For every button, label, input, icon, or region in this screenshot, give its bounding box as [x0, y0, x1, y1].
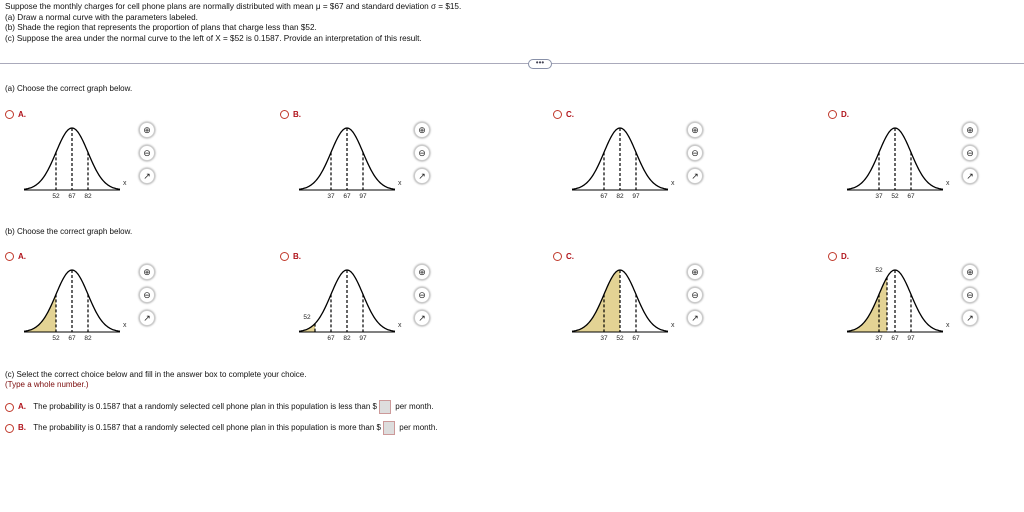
- zoom-out-icon[interactable]: ⊖: [962, 145, 978, 161]
- choice-label: B.: [18, 423, 26, 433]
- tick-label: 82: [343, 335, 351, 342]
- radio-button[interactable]: [5, 403, 14, 412]
- choice-suffix: per month.: [399, 423, 438, 433]
- part-c-prompt: (c) Select the correct choice below and fill in the answer box to complete your choice.: [5, 370, 307, 379]
- tick-label: 67: [327, 335, 335, 342]
- choice-suffix: per month.: [395, 402, 434, 412]
- tick-label: 82: [616, 193, 624, 200]
- tick-label: 37: [875, 335, 883, 342]
- marker-label: 52: [875, 267, 883, 275]
- option-label: D.: [841, 252, 849, 261]
- shaded-region: [24, 294, 56, 332]
- popout-icon[interactable]: ↗: [414, 168, 430, 184]
- zoom-in-icon[interactable]: ⊕: [962, 122, 978, 138]
- tick-label: 67: [68, 193, 76, 200]
- question-line: (b) Shade the region that represents the proportion of plans that charge less than $52.: [5, 23, 317, 32]
- option-label: D.: [841, 110, 849, 119]
- choice-a[interactable]: [5, 400, 434, 414]
- axis-label: x: [398, 180, 402, 187]
- choice-text: The probability is 0.1587 that a randomly selected cell phone plan in this population is less than $: [33, 402, 378, 412]
- option-label: A.: [18, 110, 26, 119]
- popout-icon[interactable]: ↗: [139, 168, 155, 184]
- tick-label: 52: [52, 335, 60, 342]
- zoom-in-icon[interactable]: ⊕: [687, 122, 703, 138]
- zoom-in-icon[interactable]: ⊕: [139, 122, 155, 138]
- zoom-in-icon[interactable]: ⊕: [414, 264, 430, 280]
- more-button[interactable]: •••: [528, 59, 552, 69]
- choice-text: The probability is 0.1587 that a randomly selected cell phone plan in this population is more than $: [33, 423, 382, 433]
- zoom-in-icon[interactable]: ⊕: [962, 264, 978, 280]
- choice-label: A.: [18, 402, 26, 412]
- tick-label: 82: [84, 335, 92, 342]
- axis-label: x: [123, 322, 127, 329]
- question-line: (c) Suppose the area under the normal curve to the left of X = $52 is 0.1587. Provide an interpretation of this result.: [5, 33, 422, 43]
- tick-label: 67: [891, 335, 899, 342]
- tick-label: 52: [891, 193, 899, 200]
- answer-input-a[interactable]: [379, 400, 391, 414]
- tick-label: 67: [632, 335, 640, 342]
- option-label: C.: [566, 252, 574, 261]
- zoom-out-icon[interactable]: ⊖: [139, 287, 155, 303]
- tick-label: 97: [359, 193, 367, 200]
- radio-button[interactable]: [5, 424, 14, 433]
- popout-icon[interactable]: ↗: [414, 310, 430, 326]
- marker-label: 52: [303, 313, 311, 321]
- part-a-prompt: (a) Choose the correct graph below.: [5, 84, 133, 93]
- shaded-region: [847, 277, 887, 332]
- part-b-prompt: (b) Choose the correct graph below.: [5, 227, 133, 236]
- zoom-out-icon[interactable]: ⊖: [687, 287, 703, 303]
- popout-icon[interactable]: ↗: [687, 168, 703, 184]
- tick-label: 52: [616, 335, 624, 342]
- zoom-out-icon[interactable]: ⊖: [687, 145, 703, 161]
- tick-label: 67: [68, 335, 76, 342]
- divider: [0, 63, 1024, 64]
- option-label: C.: [566, 110, 574, 119]
- tick-label: 37: [600, 335, 608, 342]
- zoom-out-icon[interactable]: ⊖: [962, 287, 978, 303]
- popout-icon[interactable]: ↗: [962, 168, 978, 184]
- zoom-in-icon[interactable]: ⊕: [139, 264, 155, 280]
- zoom-out-icon[interactable]: ⊖: [414, 145, 430, 161]
- tick-label: 97: [907, 335, 915, 342]
- axis-label: x: [123, 180, 127, 187]
- tick-label: 52: [52, 193, 60, 200]
- question-text: [5, 2, 461, 44]
- tick-label: 97: [359, 335, 367, 342]
- tick-label: 82: [84, 193, 92, 200]
- question-line: (a) Draw a normal curve with the parameters labeled.: [5, 12, 198, 22]
- tick-label: 67: [343, 193, 351, 200]
- tick-label: 37: [327, 193, 335, 200]
- axis-label: x: [671, 322, 675, 329]
- shaded-region: [572, 270, 620, 332]
- axis-label: x: [946, 322, 950, 329]
- axis-label: x: [946, 180, 950, 187]
- axis-label: x: [671, 180, 675, 187]
- tick-label: 97: [632, 193, 640, 200]
- zoom-in-icon[interactable]: ⊕: [687, 264, 703, 280]
- tick-label: 67: [907, 193, 915, 200]
- popout-icon[interactable]: ↗: [139, 310, 155, 326]
- option-label: B.: [293, 110, 301, 119]
- option-label: A.: [18, 252, 26, 261]
- tick-label: 67: [600, 193, 608, 200]
- zoom-out-icon[interactable]: ⊖: [139, 145, 155, 161]
- axis-label: x: [398, 322, 402, 329]
- popout-icon[interactable]: ↗: [687, 310, 703, 326]
- tick-label: 37: [875, 193, 883, 200]
- question-line: Suppose the monthly charges for cell phone plans are normally distributed with mean μ = $67 and standard deviation σ = $15.: [5, 2, 462, 11]
- part-c-hint: (Type a whole number.): [5, 380, 89, 389]
- option-label: B.: [293, 252, 301, 261]
- choice-b[interactable]: [5, 421, 438, 435]
- popout-icon[interactable]: ↗: [962, 310, 978, 326]
- answer-input-b[interactable]: [383, 421, 395, 435]
- zoom-out-icon[interactable]: ⊖: [414, 287, 430, 303]
- zoom-in-icon[interactable]: ⊕: [414, 122, 430, 138]
